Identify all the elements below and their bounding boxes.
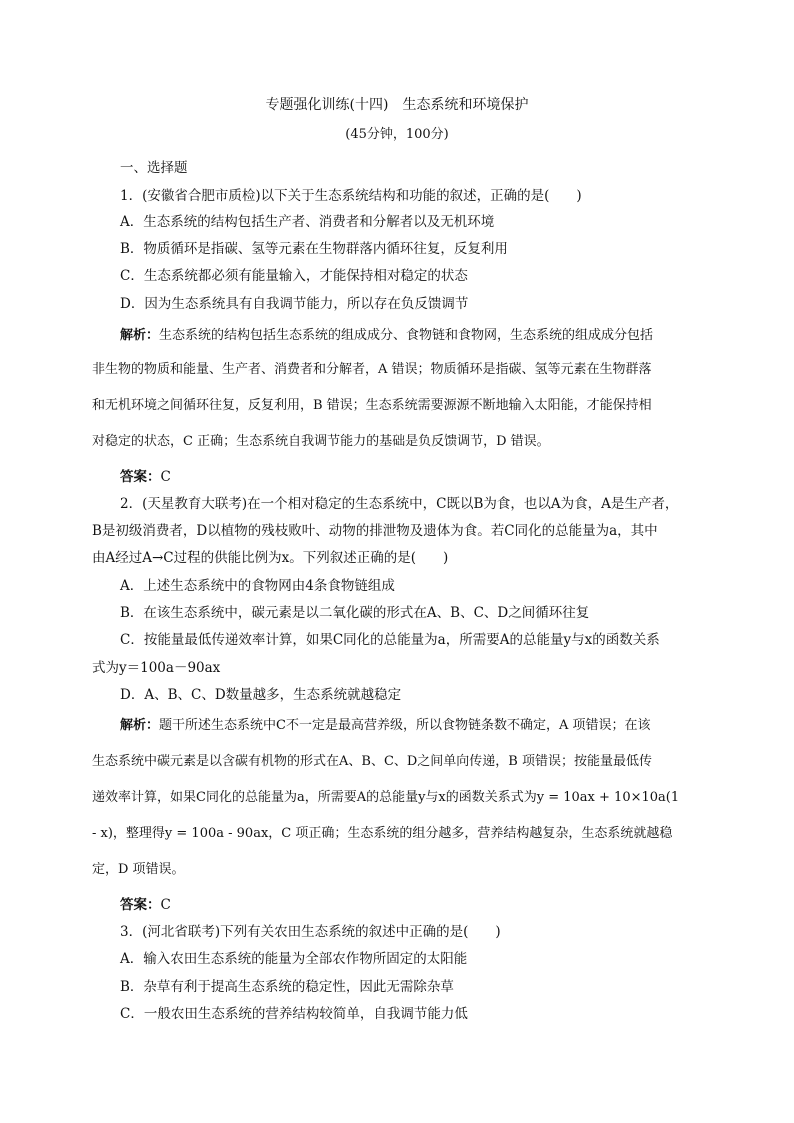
q3-option-b: B．杂草有利于提高生态系统的稳定性，因此无需除杂草	[120, 979, 454, 995]
q2-answer-value: C	[160, 897, 171, 913]
q2-analysis-line: 生态系统中碳元素是以含碳有机物的形式在A、B、C、D之间单向传递，B 项错误；按能量最低传	[92, 754, 652, 769]
answer-label: 答案：	[120, 469, 161, 485]
page-title: 专题强化训练(十四) 生态系统和环境保护	[265, 97, 529, 113]
q1-analysis-line: 解析：生态系统的结构包括生态系统的组成成分、食物链和食物网，生态系统的组成成分包括	[120, 328, 654, 343]
q3-stem: 3．(河北省联考)下列有关农田生态系统的叙述中正确的是( )	[120, 924, 501, 940]
section-heading: 一、选择题	[120, 160, 188, 176]
q2-analysis-line: 定，D 项错误。	[92, 862, 185, 877]
q1-option-d: D．因为生态系统具有自我调节能力，所以存在负反馈调节	[120, 296, 469, 312]
q2-stem-line: B是初级消费者，D以植物的残枝败叶、动物的排泄物及遗体为食。若C同化的总能量为a，其中	[92, 523, 658, 539]
q2-analysis-line: 递效率计算，如果C同化的总能量为a，所需要A的总能量y与x的函数关系式为y = 10ax + 10×10a(1	[92, 790, 680, 805]
q1-answer-value: C	[160, 469, 171, 485]
q3-option-a: A．输入农田生态系统的能量为全部农作物所固定的太阳能	[120, 951, 468, 967]
q1-stem: 1．(安徽省合肥市质检)以下关于生态系统结构和功能的叙述，正确的是( )	[120, 188, 582, 204]
q2-option-a: A．上述生态系统中的食物网由4条食物链组成	[120, 578, 395, 594]
q1-analysis-line: 和无机环境之间循环往复，反复利用，B 错误；生态系统需要源源不断地输入太阳能，才能保持相	[92, 398, 652, 413]
q2-analysis-line: - x)，整理得y = 100a - 90ax，C 项正确；生态系统的组分越多，营养结构越复杂，生态系统就越稳	[92, 826, 673, 841]
q2-option-d: D．A、B、C、D数量越多，生态系统就越稳定	[120, 687, 402, 703]
q3-option-c: C．一般农田生态系统的营养结构较简单，自我调节能力低	[120, 1006, 468, 1022]
q1-analysis-line: 非生物的物质和能量、生产者、消费者和分解者，A 错误；物质循环是指碳、氢等元素在生物群落	[92, 362, 652, 377]
q1-option-c: C．生态系统都必须有能量输入，才能保持相对稳定的状态	[120, 268, 468, 284]
analysis-label: 解析：	[120, 328, 160, 343]
q2-stem-line: 由A经过A→C过程的供能比例为x。下列叙述正确的是( )	[92, 550, 449, 566]
q2-option-c-cont: 式为y＝100a－90ax	[92, 660, 221, 676]
q2-option-c: C．按能量最低传递效率计算，如果C同化的总能量为a，所需要A的总能量y与x的函数关系	[120, 632, 660, 648]
q2-answer	[120, 895, 171, 915]
q1-answer	[120, 467, 171, 487]
q1-option-a: A．生态系统的结构包括生产者、消费者和分解者以及无机环境	[120, 214, 495, 230]
q2-option-b: B．在该生态系统中，碳元素是以二氧化碳的形式在A、B、C、D之间循环往复	[120, 605, 590, 621]
q1-option-b: B．物质循环是指碳、氢等元素在生物群落内循环往复，反复利用	[120, 241, 508, 257]
q2-analysis-line: 解析：题干所述生态系统中C不一定是最高营养级，所以食物链条数不确定，A 项错误；在该	[120, 718, 651, 733]
analysis-label: 解析：	[120, 718, 160, 733]
q2-stem-line: 2．(天星教育大联考)在一个相对稳定的生态系统中，C既以B为食，也以A为食，A是生产者，	[120, 496, 679, 512]
answer-label: 答案：	[120, 897, 161, 913]
page-subtitle: (45分钟，100分)	[345, 127, 449, 142]
q1-analysis-line: 对稳定的状态，C 正确；生态系统自我调节能力的基础是负反馈调节，D 错误。	[92, 434, 550, 449]
